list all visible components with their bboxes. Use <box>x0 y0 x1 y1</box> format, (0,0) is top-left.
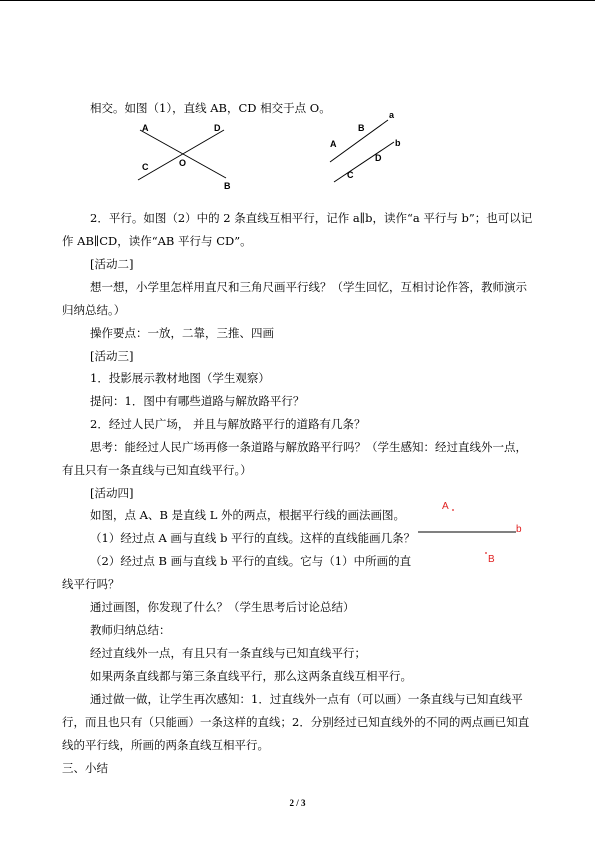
text-line: 线的平行线，所画的两条直线互相平行。 <box>62 738 269 752</box>
figure1-label-A: A <box>142 123 149 133</box>
figure2-label-B: B <box>358 123 365 133</box>
figure1-label-O: O <box>179 158 187 168</box>
figure-points-and-line <box>412 494 528 570</box>
text-line: [活动二] <box>90 257 134 271</box>
text-line: 有且只有一条直线与已知直线平行。） <box>62 463 252 477</box>
section-heading: 三、小结 <box>62 761 108 775</box>
figure-parallel-lines <box>318 106 418 188</box>
text-line: [活动三] <box>90 349 134 363</box>
text-line: 归纳总结。） <box>62 303 126 317</box>
figure3-label-A: A <box>442 501 449 512</box>
text-line: 教师归纳总结： <box>90 623 171 637</box>
text-line: 线平行吗？ <box>62 577 120 591</box>
figure2-label-A: A <box>330 139 337 149</box>
figure1-label-C: C <box>142 162 149 172</box>
figure2-label-b: b <box>395 138 401 148</box>
text-line: 2．平行。如图（2）中的 2 条直线互相平行，记作 a∥b，读作“a 平行与 b”；也可以记 <box>90 211 533 225</box>
text-line: [活动四] <box>90 486 134 500</box>
figure-intersecting-lines <box>130 118 240 190</box>
text-line: 操作要点：一放，二靠，三推、四画 <box>90 326 274 340</box>
figure2-label-a: a <box>389 110 395 120</box>
text-line: 如图，点 A、B 是直线 L 外的两点，根据平行线的画法画图。 <box>90 508 406 522</box>
text-line: 提问：1．图中有哪些道路与解放路平行？ <box>90 394 305 408</box>
text-line: 通过画图，你发现了什么？（学生思考后讨论总结） <box>90 600 355 614</box>
figure3-label-b: b <box>516 524 522 535</box>
header-rule <box>0 0 595 1</box>
page-number: 2 / 3 <box>289 798 306 808</box>
text-line: 思考：能经过人民广场再修一条道路与解放路平行吗？（学生感知：经过直线外一点， <box>90 440 527 454</box>
figure2-label-C: C <box>347 170 354 180</box>
figure1-label-B: B <box>224 181 231 190</box>
text-line: 相交。如图（1），直线 AB，CD 相交于点 O。 <box>90 101 331 115</box>
text-line: 经过直线外一点，有且只有一条直线与已知直线平行； <box>90 646 366 660</box>
text-line: 1．投影展示教材地图（学生观察） <box>90 371 270 385</box>
text-line: 如果两条直线都与第三条直线平行，那么这两条直线互相平行。 <box>90 669 412 683</box>
text-line: （2）经过点 B 画与直线 b 平行的直线。它与（1）中所画的直 <box>90 554 412 568</box>
figure2-label-D: D <box>375 153 382 163</box>
text-line: 2．经过人民广场， 并且与解放路平行的道路有几条？ <box>90 417 366 431</box>
figure3-label-B: B <box>488 554 495 565</box>
text-line: 行，而且也只有（只能画）一条这样的直线；2．分别经过已知直线外的不同的两点画已知直 <box>62 715 530 729</box>
figure1-label-D: D <box>214 123 221 133</box>
text-line: 通过做一做，让学生再次感知：1．过直线外一点有（可以画）一条直线与已知直线平 <box>90 692 523 706</box>
text-line: 作 AB∥CD，读作“AB 平行与 CD”。 <box>62 234 252 248</box>
text-line: 想一想，小学里怎样用直尺和三角尺画平行线？（学生回忆，互相讨论作答，教师演示 <box>90 280 527 294</box>
text-line: （1）经过点 A 画与直线 b 平行的直线。这样的直线能画几条？ <box>90 531 416 545</box>
